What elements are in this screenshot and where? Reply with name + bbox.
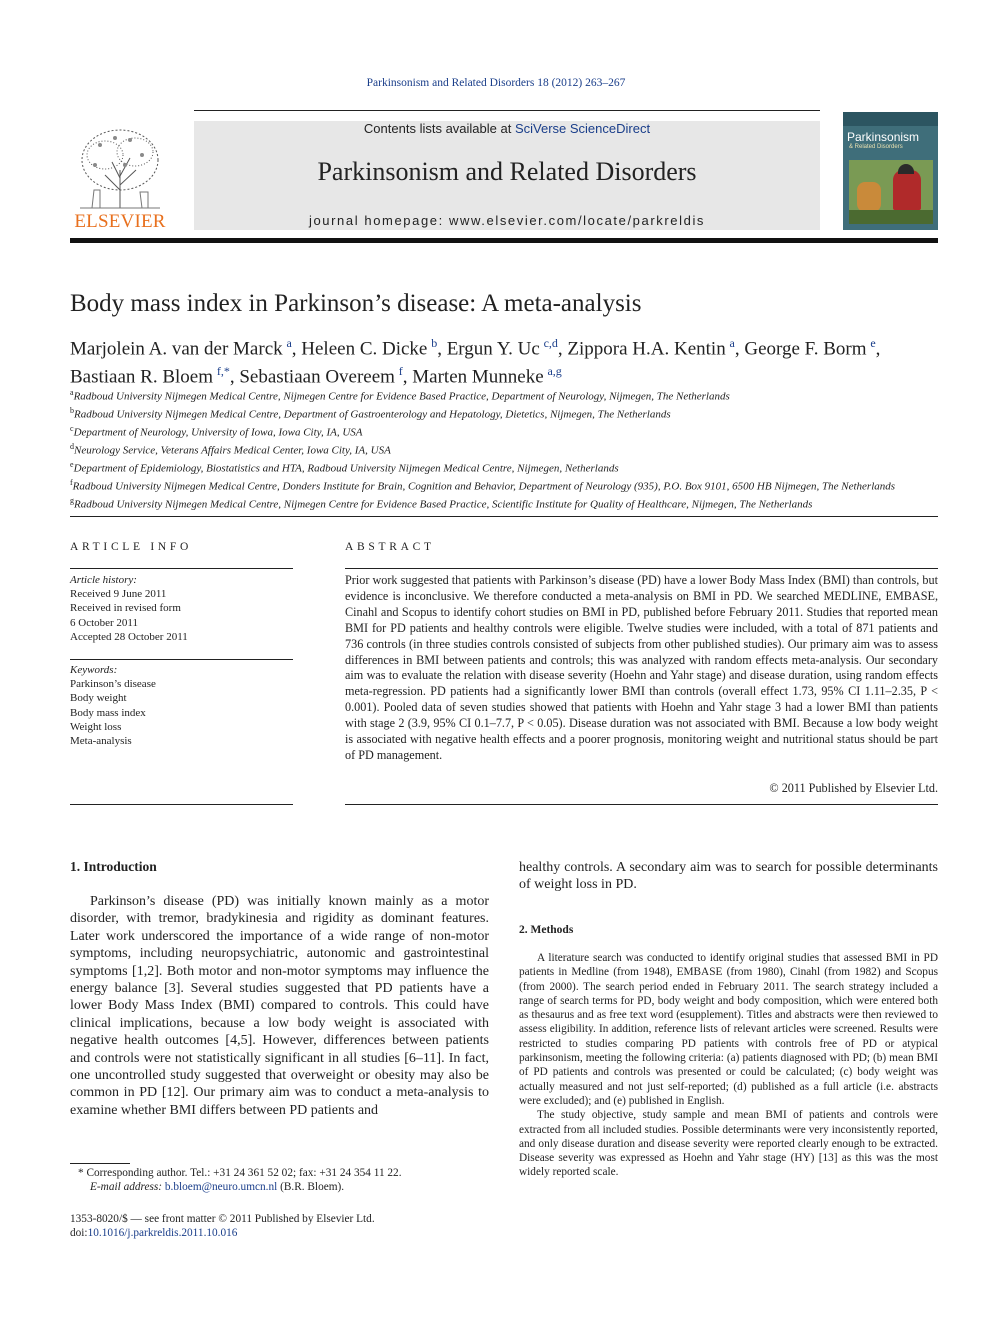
author-name: Sebastiaan Overeem — [239, 366, 395, 388]
author-separator: , — [557, 338, 568, 360]
methods-text — [519, 951, 938, 1180]
article-info-rule — [70, 568, 293, 569]
author-separator: , — [875, 338, 881, 360]
affiliation — [70, 476, 940, 494]
journal-cover-image — [843, 112, 938, 230]
affiliation — [70, 440, 940, 458]
author-separator: , — [437, 338, 447, 360]
abstract-copyright: © 2011 Published by Elsevier Ltd. — [769, 781, 938, 795]
history-entry: Accepted 28 October 2011 — [70, 630, 188, 643]
article-info-heading: ARTICLE INFO — [70, 541, 192, 553]
affiliation-text: Department of Neurology, University of Iowa, Iowa City, IA, USA — [73, 426, 363, 439]
keyword: Weight loss — [70, 720, 122, 733]
author-separator: , — [229, 366, 240, 388]
title-block-rule — [70, 516, 938, 517]
history-entry: Received 9 June 2011 — [70, 588, 167, 601]
contents-line — [194, 121, 820, 136]
doi-prefix: doi: — [70, 1227, 88, 1240]
author-list — [70, 332, 940, 389]
author-affiliation-mark[interactable]: e — [870, 336, 876, 350]
affiliation-text: Radboud University Nijmegen Medical Centre, Donders Institute for Brain, Cognition and Behavior, Department of Neurology (935), P.O. Box 9101, 6500 HB Nijmegen, The Netherlands — [72, 480, 896, 493]
affiliation-mark: e — [70, 459, 74, 469]
affiliation — [70, 422, 940, 440]
affiliation-mark: g — [70, 495, 74, 505]
methods-paragraph: A literature search was conducted to identify original studies that assessed BMI in PD patients in Medline (from 1948), EMBASE (from 1980), Cinahl (from 1982) and Scopus (from 2000). The search period ended in February 2011. The search strategy included a range of search terms for PD, body weight and body composition, which were entered both as thesaurus and as free text word (esupplement). Titles and abstracts were then reviewed to assess eligibility. In addition, reference lists of relevant articles were screened. Results were restricted to studies comparing PD patients with controls free of PD or atypical parkinsonism, meeting the following criteria: (a) patients diagnosed with PD; (b) mean BMI of PD patients and controls was presented or could be calculated; (c) body weight was actually measured and not just self-reported; (d) published as a full article (i.e. abstracts were excluded); and (e) published in English. — [519, 952, 938, 1107]
author-name: Heleen C. Dicke — [301, 338, 428, 360]
header-top-rule — [194, 110, 820, 111]
header-thick-rule — [70, 238, 938, 243]
author-affiliation-mark[interactable]: b — [431, 336, 438, 350]
corresponding-footnote — [78, 1166, 498, 1194]
keyword: Meta-analysis — [70, 735, 132, 748]
affiliation — [70, 404, 940, 422]
abstract-heading: ABSTRACT — [345, 541, 435, 553]
journal-homepage[interactable]: journal homepage: www.elsevier.com/locate/parkreldis — [308, 213, 706, 228]
affiliation-mark: d — [70, 441, 74, 451]
cover-subtitle: & Related Disorders — [849, 144, 903, 150]
affiliation-mark: a — [70, 388, 74, 397]
methods-heading: 2. Methods — [519, 924, 574, 936]
footnote-rule — [70, 1163, 130, 1164]
keyword: Body mass index — [70, 706, 146, 719]
article-title: Body mass index in Parkinson’s disease: A meta-analysis — [70, 290, 642, 317]
sciencedirect-link[interactable]: SciVerse ScienceDirect — [514, 121, 651, 136]
journal-title: Parkinsonism and Related Disorders — [317, 157, 697, 186]
keywords-label: Keywords: — [70, 664, 118, 676]
abstract-rule — [345, 568, 938, 569]
abstract-bottom-rule — [345, 804, 938, 805]
author-separator: , — [291, 338, 302, 360]
keyword: Body weight — [70, 692, 127, 705]
abstract-text: Prior work suggested that patients with Parkinson’s disease (PD) have a lower Body Mass Index (BMI) than controls, but evidence is inconclusive. We therefore conducted a meta-analysis on BMI in PD. We searched MEDLINE, EMBASE, Cinahl and Scopus to identify cohort studies on BMI in PD, published before February 2011. Studies that reported mean BMI for PD patients and healthy controls were eligible. Twelve studies were included, with a total of 871 patients and 736 controls (in three studies controls consisted of subjects from other published studies). Our primary aim was to assess differences in BMI between patients and controls; this was analyzed with random effects meta-analysis. Our secondary aim was to evaluate the relation with disease severity (Hoehn and Yahr stage) and disease duration, using random effects meta-regression. PD patients had a significantly lower BMI than controls (overall effect 1.73, 95% CI 1.11–2.35, P < 0.001). Pooled data of seven studies showed that patients with Hoehn and Yahr stage 3 had a lower BMI than patients with stage 2 (3.9, 95% CI 0.1–7.7, P < 0.05). Disease duration was not associated with BMI. Because a low body weight is associated with negative health effects and a poorer prognosis, monitoring weight and nutritional status should be part of PD management. — [345, 573, 938, 762]
affiliation-text: Radboud University Nijmegen Medical Centre, Department of Gastroenterology and Hepatology, Dietetics, Nijmegen, The Netherlands — [74, 408, 671, 421]
history-label: Article history: — [70, 574, 137, 586]
introduction-continuation: healthy controls. A secondary aim was to search for possible determinants of weight loss in PD. — [519, 860, 938, 893]
elsevier-wordmark: ELSEVIER — [74, 211, 166, 232]
front-matter — [70, 1212, 490, 1240]
affiliation-text: Radboud University Nijmegen Medical Centre, Nijmegen Centre for Evidence Based Practice, Scientific Institute for Quality of Healthcare, Nijmegen, The Netherlands — [74, 498, 813, 511]
keyword: Parkinson’s disease — [70, 678, 156, 691]
affiliation-text: Department of Epidemiology, Biostatistics and HTA, Radboud University Nijmegen Medical Centre, Nijmegen, Netherlands — [73, 462, 619, 475]
doi-link[interactable]: 10.1016/j.parkreldis.2011.10.016 — [87, 1227, 238, 1240]
journal-citation[interactable]: Parkinsonism and Related Disorders 18 (2012) 263–267 — [366, 77, 626, 89]
affiliation-mark: f — [70, 477, 73, 487]
introduction-text — [70, 893, 489, 1119]
affiliation — [70, 458, 940, 476]
affiliation-text: Radboud University Nijmegen Medical Centre, Nijmegen Centre for Evidence Based Practice, Department of Neurology, Nijmegen, The Netherlands — [73, 390, 730, 403]
affiliation — [70, 386, 940, 404]
author-name: Marjolein A. van der Marck — [70, 338, 283, 360]
author-affiliation-mark[interactable]: a — [729, 336, 735, 350]
keywords-block — [70, 663, 293, 748]
author-separator: , — [734, 338, 745, 360]
affiliation — [70, 494, 940, 512]
author-separator: , — [402, 366, 413, 388]
email-link[interactable]: b.bloem@neuro.umcn.nl — [164, 1181, 278, 1194]
history-entry: 6 October 2011 — [70, 616, 139, 629]
affiliation-mark: b — [70, 405, 74, 415]
author-affiliation-mark[interactable]: f — [398, 364, 403, 379]
issn-line: 1353-8020/$ — see front matter © 2011 Published by Elsevier Ltd. — [70, 1213, 375, 1225]
article-history — [70, 573, 293, 644]
introduction-paragraph: Parkinson’s disease (PD) was initially known mainly as a motor disorder, with tremor, bradykinesia and rigidity as dominant features. Later work underscored the importance of a wide range of non-motor symptoms, including neuropsychiatric, autonomic and gastrointestinal symptoms [1,2]. Both motor and non-motor symptoms may influence the energy balance [3]. Several studies suggested that PD patients have a lower Body Mass Index (BMI) compared to controls. This could have clinical implications, because a low body weight is associated with negative health outcomes [4,5]. However, differences between patients and controls were not statistically significant in all studies [6–11]. In fact, one uncontrolled study suggested that overweight or obesity may also be common in PD [12]. Our primary aim was to conduct a meta-analysis to examine whether BMI differs between PD patients and — [70, 894, 489, 1118]
author-name: Bastiaan R. Bloem — [70, 366, 214, 388]
history-entry: Received in revised form — [70, 602, 181, 615]
methods-paragraph: The study objective, study sample and mean BMI of patients and controls were extracted from all included studies. Possible determinants were very inconsistently reported, and only disease duration and disease severity were reported clearly enough to be extracted. Disease severity was expressed as Hoehn and Yahr stage (HY) [13] as this was the most widely reported scale. — [519, 1109, 938, 1179]
keywords-rule — [70, 659, 293, 660]
email-suffix: (B.R. Bloem). — [280, 1181, 345, 1194]
author-affiliation-mark[interactable]: a,g — [547, 364, 562, 379]
affiliation-text: Neurology Service, Veterans Affairs Medical Center, Iowa City, IA, USA — [74, 444, 391, 457]
author-affiliation-mark[interactable]: f,* — [216, 364, 230, 379]
introduction-heading: 1. Introduction — [70, 859, 157, 874]
contents-prefix: Contents lists available at — [363, 121, 515, 136]
author-name: Zippora H.A. Kentin — [567, 338, 726, 360]
author-name: George F. Borm — [744, 338, 867, 360]
email-label: E-mail address: — [90, 1181, 163, 1194]
article-info-bottom-rule — [70, 804, 293, 805]
corresponding-author: * Corresponding author. Tel.: +31 24 361 52 02; fax: +31 24 354 11 22. — [78, 1167, 402, 1179]
author-affiliation-mark[interactable]: c,d — [543, 336, 558, 350]
affiliation-mark: c — [70, 423, 74, 433]
cover-title: Parkinsonism — [847, 130, 920, 144]
affiliation-list — [70, 386, 940, 512]
author-name: Ergun Y. Uc — [446, 338, 540, 360]
author-affiliation-mark[interactable]: a — [286, 336, 292, 350]
author-name: Marten Munneke — [412, 366, 544, 388]
